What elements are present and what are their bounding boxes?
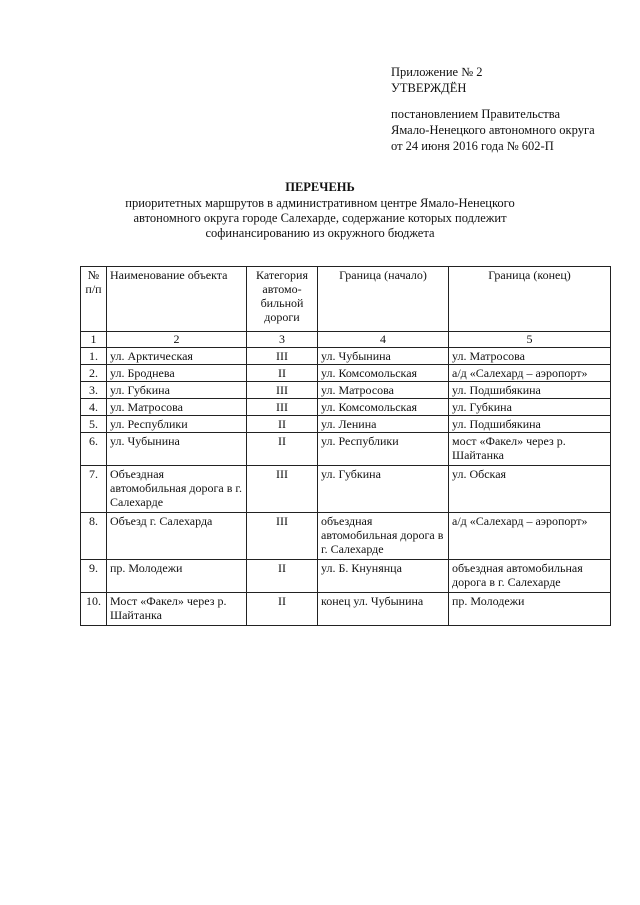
row-start: ул. Матросова — [318, 382, 449, 399]
title-line-2: автономного округа городе Салехарде, содержание которых подлежит — [133, 211, 507, 225]
row-end: ул. Обская — [449, 466, 611, 513]
row-end: ул. Подшибякина — [449, 416, 611, 433]
routes-table — [80, 266, 611, 626]
row-name: ул. Арктическая — [107, 348, 247, 365]
row-category: II — [247, 593, 318, 626]
row-num: 10. — [81, 593, 107, 626]
col-number: 1 — [81, 332, 107, 348]
table-row — [81, 513, 611, 560]
col-number: 5 — [449, 332, 611, 348]
row-name: пр. Молодежи — [107, 560, 247, 593]
row-name: ул. Броднева — [107, 365, 247, 382]
col-number: 3 — [247, 332, 318, 348]
row-end: ул. Губкина — [449, 399, 611, 416]
table-row — [81, 382, 611, 399]
title-line-1: приоритетных маршрутов в административном центре Ямало-Ненецкого — [125, 196, 515, 210]
row-category: III — [247, 513, 318, 560]
row-start: конец ул. Чубынина — [318, 593, 449, 626]
row-num: 3. — [81, 382, 107, 399]
table-row — [81, 433, 611, 466]
row-num: 4. — [81, 399, 107, 416]
row-end: ул. Матросова — [449, 348, 611, 365]
appendix-label: Приложение № 2 — [391, 65, 483, 79]
row-start: ул. Губкина — [318, 466, 449, 513]
column-numbers-row — [81, 332, 611, 348]
table-row — [81, 348, 611, 365]
row-num: 1. — [81, 348, 107, 365]
row-num: 2. — [81, 365, 107, 382]
row-num: 5. — [81, 416, 107, 433]
row-name: ул. Республики — [107, 416, 247, 433]
title-line-3: софинансированию из окружного бюджета — [205, 226, 435, 240]
resolution-date: от 24 июня 2016 года № 602-П — [391, 139, 554, 153]
row-start: ул. Б. Кнунянца — [318, 560, 449, 593]
row-category: III — [247, 399, 318, 416]
header-end: Граница (конец) — [449, 267, 611, 332]
table-row — [81, 560, 611, 593]
row-end: мост «Факел» через р. Шайтанка — [449, 433, 611, 466]
authority-line: Ямало-Ненецкого автономного округа — [391, 123, 595, 137]
row-end: пр. Молодежи — [449, 593, 611, 626]
row-name: Мост «Факел» через р. Шайтанка — [107, 593, 247, 626]
row-start: ул. Чубынина — [318, 348, 449, 365]
row-end: объездная автомобильная дорога в г. Салехарде — [449, 560, 611, 593]
row-start: ул. Комсомольская — [318, 399, 449, 416]
col-number: 4 — [318, 332, 449, 348]
row-category: II — [247, 416, 318, 433]
row-num: 7. — [81, 466, 107, 513]
row-category: III — [247, 382, 318, 399]
row-name: ул. Губкина — [107, 382, 247, 399]
approval-stamp — [391, 64, 631, 154]
row-num: 6. — [81, 433, 107, 466]
page-title: ПЕРЕЧЕНЬ — [285, 180, 355, 194]
row-category: II — [247, 365, 318, 382]
table-row — [81, 399, 611, 416]
header-category: Категория автомо-бильной дороги — [247, 267, 318, 332]
row-start: ул. Комсомольская — [318, 365, 449, 382]
document-title — [100, 180, 540, 241]
table-row — [81, 466, 611, 513]
header-start: Граница (начало) — [318, 267, 449, 332]
row-category: II — [247, 433, 318, 466]
row-category: III — [247, 348, 318, 365]
row-name: ул. Матросова — [107, 399, 247, 416]
table-row — [81, 365, 611, 382]
row-end: а/д «Салехард – аэропорт» — [449, 513, 611, 560]
table-row — [81, 416, 611, 433]
col-number: 2 — [107, 332, 247, 348]
header-name: Наименование объекта — [107, 267, 247, 332]
row-name: ул. Чубынина — [107, 433, 247, 466]
resolution-line: постановлением Правительства — [391, 107, 561, 121]
row-start: ул. Ленина — [318, 416, 449, 433]
row-end: а/д «Салехард – аэропорт» — [449, 365, 611, 382]
row-name: Объезд г. Салехарда — [107, 513, 247, 560]
row-name: Объездная автомобильная дорога в г. Салехарде — [107, 466, 247, 513]
row-start: объездная автомобильная дорога в г. Салехарде — [318, 513, 449, 560]
table-header-row — [81, 267, 611, 332]
table-row — [81, 593, 611, 626]
approved-label: УТВЕРЖДЁН — [391, 81, 467, 95]
row-category: II — [247, 560, 318, 593]
row-category: III — [247, 466, 318, 513]
row-end: ул. Подшибякина — [449, 382, 611, 399]
row-num: 8. — [81, 513, 107, 560]
header-num: № п/п — [81, 267, 107, 332]
row-start: ул. Республики — [318, 433, 449, 466]
row-num: 9. — [81, 560, 107, 593]
